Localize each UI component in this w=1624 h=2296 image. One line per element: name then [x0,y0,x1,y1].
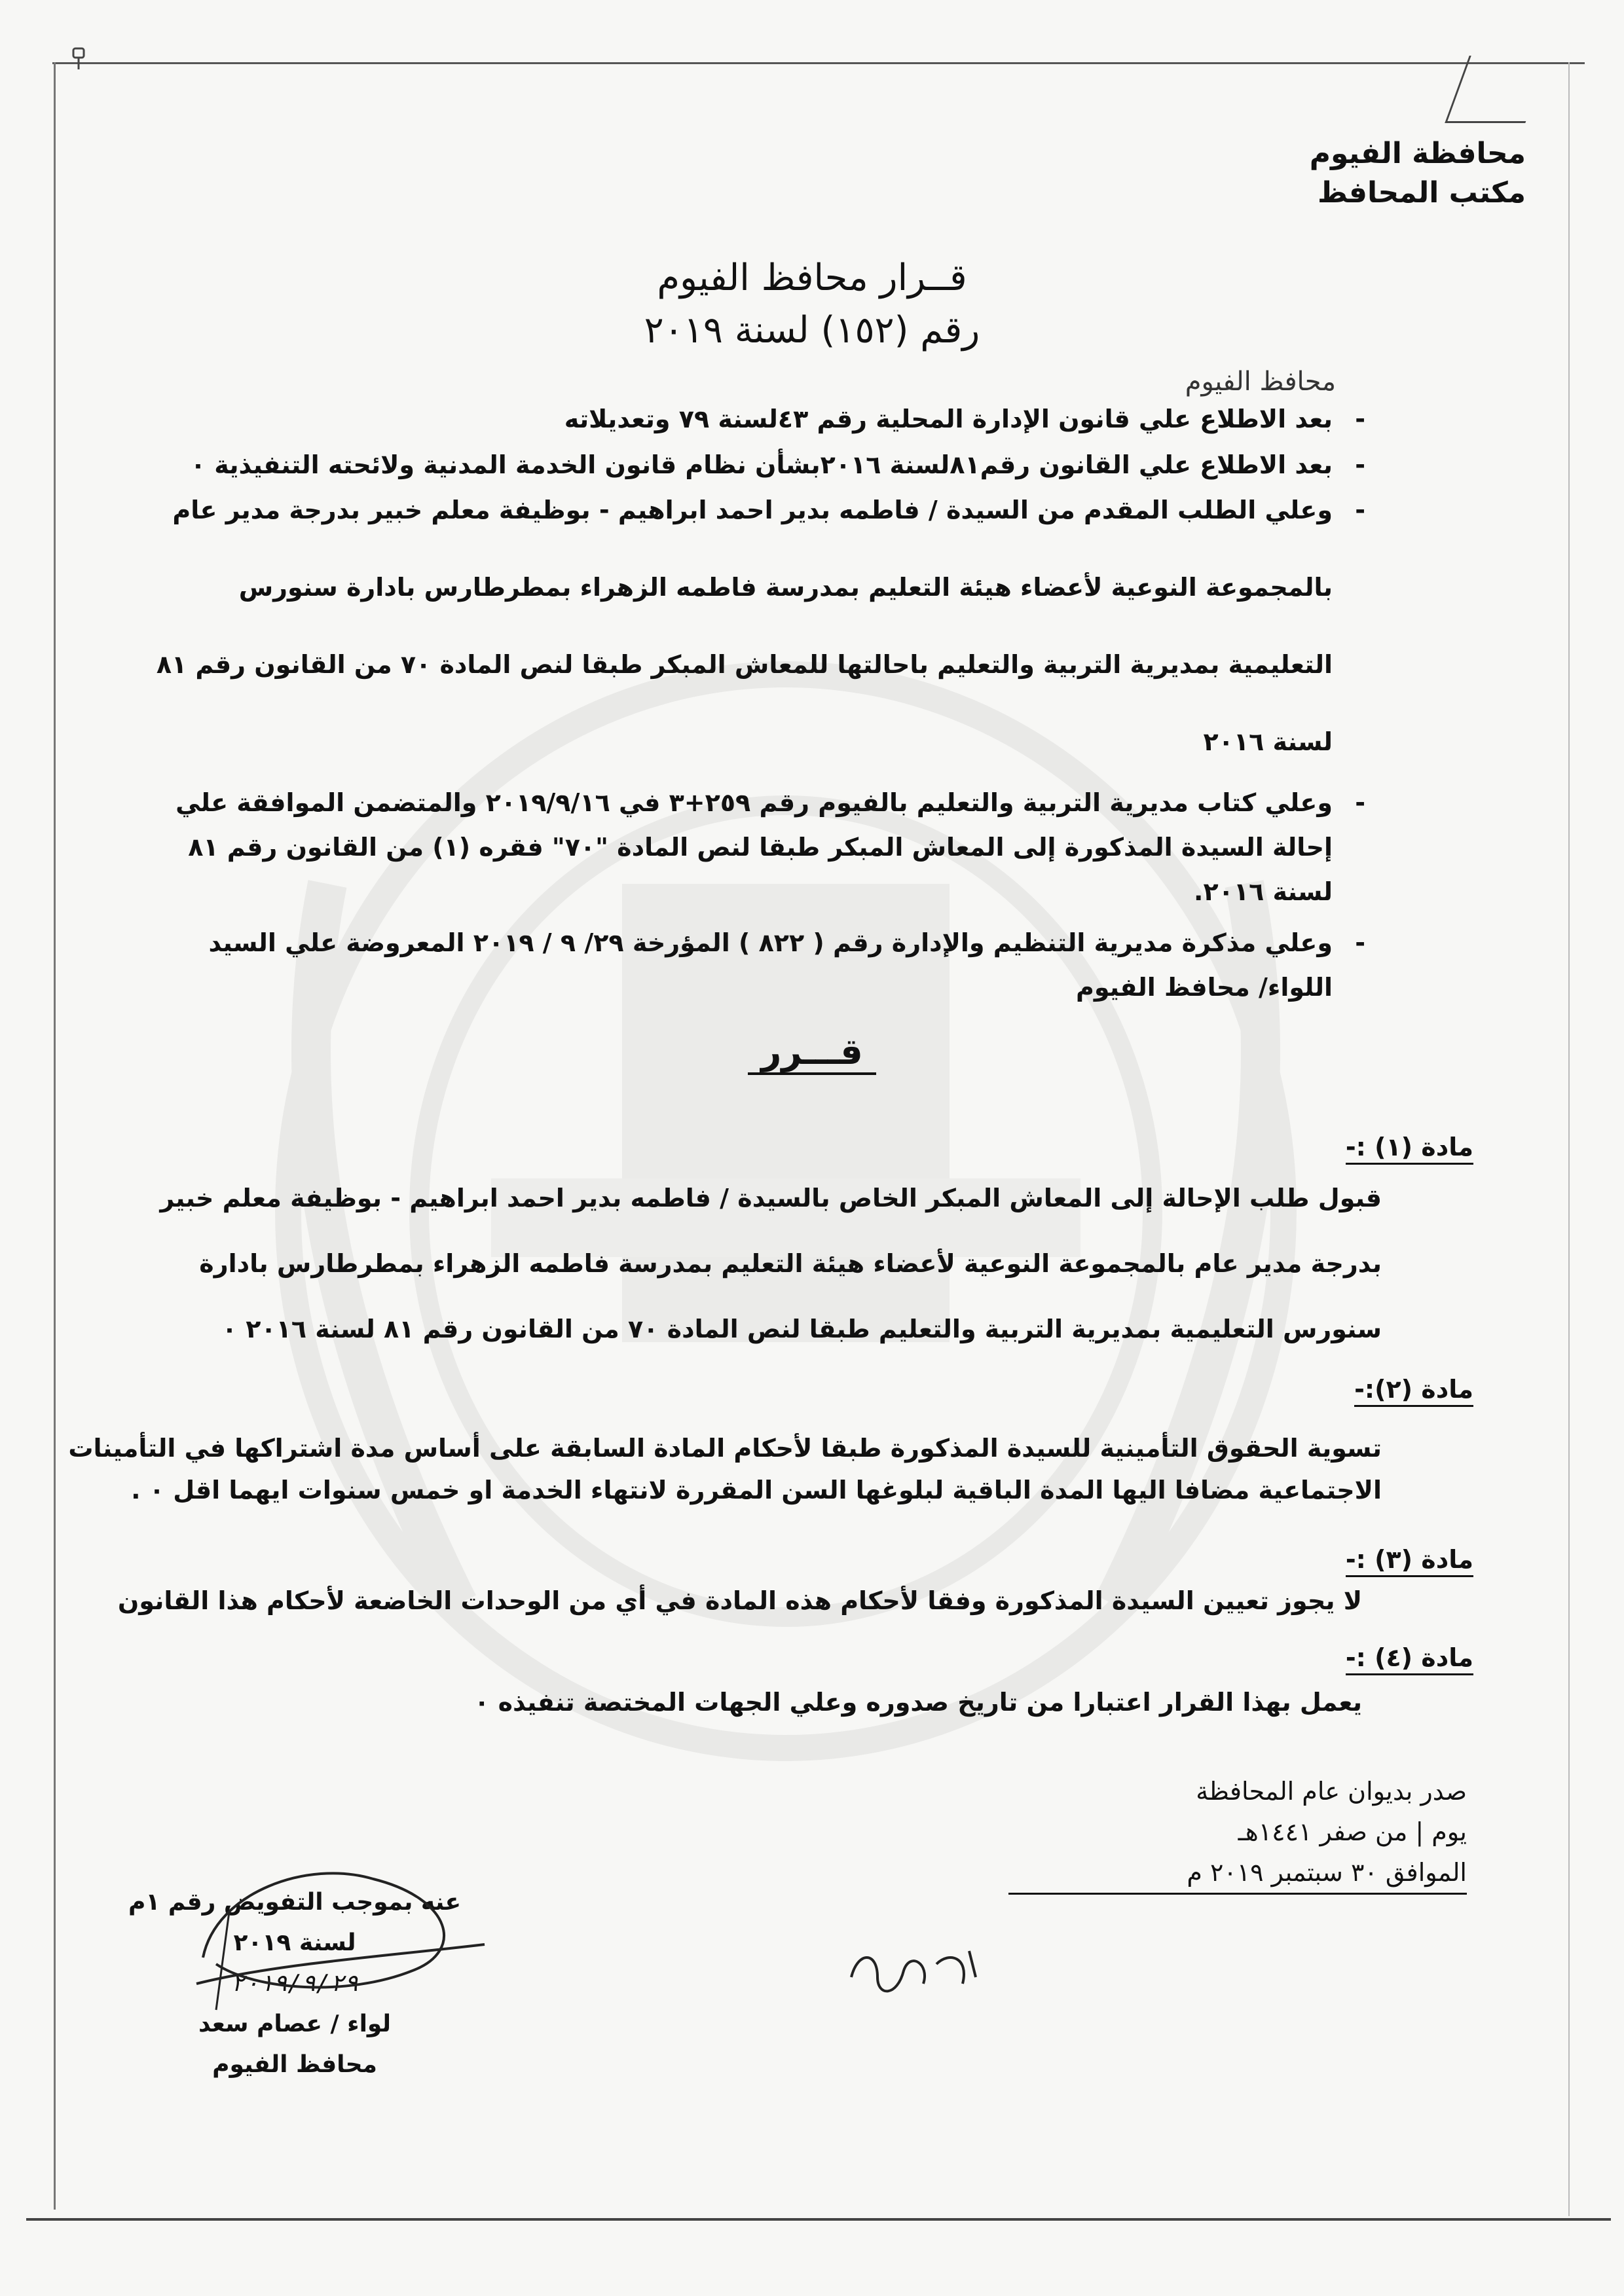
handwritten-signature [177,1833,517,2030]
governorate-name: محافظة الفيوم [1309,137,1526,170]
article-4-label: مادة (٤) :- [1346,1643,1473,1675]
article-3-text: لا يجوز تعيين السيدة المذكورة وفقا لأحكام هذه المادة في أي من الوحدات الخاضعة لأحكام هذا القانون [117,1586,1362,1615]
issued-block [1008,1771,1467,1895]
page-edge-top [52,62,1585,64]
signer-title: محافظ الفيوم [212,2051,377,2078]
decision-title [0,252,1624,357]
governor-label: محافظ الفيوم [1185,367,1336,397]
page-edge-bottom [26,2218,1611,2221]
handwritten-initials [838,1938,989,2010]
folded-corner [1445,56,1549,123]
decided-heading: قـــرر [0,1031,1624,1072]
article-1-text: قبول طلب الإحالة إلى المعاش المبكر الخاص بالسيدة / فاطمه بدير احمد ابراهيم - بوظيفة معلم خبير بدرجة مدير عام بالمجموعة النوعية لأعضاء هيئة التعليم بمدرسة فاطمه الزهراء بمطرطارس بادارة سنورس التعليمية بمديرية التربية والتعليم طبقا لنص المادة ٧٠ من القانون رقم ٨١ لسنة ٢٠١٦ ٠ [160,1184,1382,1343]
decision-number: رقم (١٥٢) لسنة ٢٠١٩ [644,309,980,352]
article-4-text: يعمل بهذا القرار اعتبارا من تاريخ صدوره وعلي الجهات المختصة تنفيذه ٠ [474,1688,1362,1717]
preamble-item: - وعلي الطلب المقدم من السيدة / فاطمه بدير احمد ابراهيم - بوظيفة معلم خبير بدرجة مدير عام بالمجموعة النوعية لأعضاء هيئة التعليم بمدرسة فاطمه الزهراء بمطرطارس بادارة سنورس التعليمية بمديرية التربية والتعليم باحالتها للمعاش المبكر طبقا لنص المادة ٧٠ من القانون رقم ٨١ لسنة ٢٠١٦ [156,496,1365,756]
delegation-line: عنه بموجب التفويض رقم ١م لسنة ٢٠١٩ [128,1889,462,1956]
signer-name: لواء / عصام سعد [198,2011,392,2037]
page-edge-left [54,62,56,2210]
letterhead [1310,134,1526,213]
pushpin-icon [65,46,92,72]
preamble-item: - بعد الاطلاع علي القانون رقم٨١لسنة ٢٠١٦بشأن نظام قانون الخدمة المدنية ولائحته التنفيذية ٠ [190,450,1365,479]
preamble-item: - وعلي مذكرة مديرية التنظيم والإدارة رقم ( ٨٢٢ ) المؤرخة ٢٩/ ٩ / ٢٠١٩ المعروضة علي السيد اللواء/ محافظ الفيوم [208,928,1365,1002]
office-name: مكتب المحافظ [1318,176,1526,210]
article-1-label: مادة (١) :- [1346,1133,1473,1165]
issued-hijri-date: يوم | من صفر ١٤٤١هـ [1238,1817,1467,1846]
decision-heading: قــرار محافظ الفيوم [657,257,967,299]
article-3-label: مادة (٣) :- [1346,1545,1473,1577]
article-2-label: مادة (٢):- [1354,1375,1473,1407]
preamble-item: - بعد الاطلاع علي قانون الإدارة المحلية رقم ٤٣لسنة ٧٩ وتعديلاته [564,405,1365,433]
issued-gregorian-date: الموافق ٣٠ سبتمبر ٢٠١٩ م [1008,1852,1467,1895]
article-2-text: تسوية الحقوق التأمينية للسيدة المذكورة طبقا لأحكام المادة السابقة على أساس مدة اشتراكها في التأمينات الاجتماعية مضافا اليها المدة الباقية لبلوغها السن المقررة لانتهاء الخدمة او خمس سنوات ايهما اقل ٠ . [68,1434,1382,1504]
issued-place: صدر بديوان عام المحافظة [1196,1777,1467,1806]
preamble [154,399,1365,1010]
page-edge-right [1568,62,1570,2216]
preamble-item: - وعلي كتاب مديرية التربية والتعليم بالفيوم رقم ٢٥٩+٣ في ٢٠١٩/٩/١٦ والمتضمن الموافقة علي إحالة السيدة المذكورة إلى المعاش المبكر طبقا لنص المادة "٧٠" فقره (١) من القانون رقم ٨١ لسنة ٢٠١٦. [175,788,1365,906]
signature-date: ٢٠١٩/٩/٢٩ [231,1970,359,1997]
